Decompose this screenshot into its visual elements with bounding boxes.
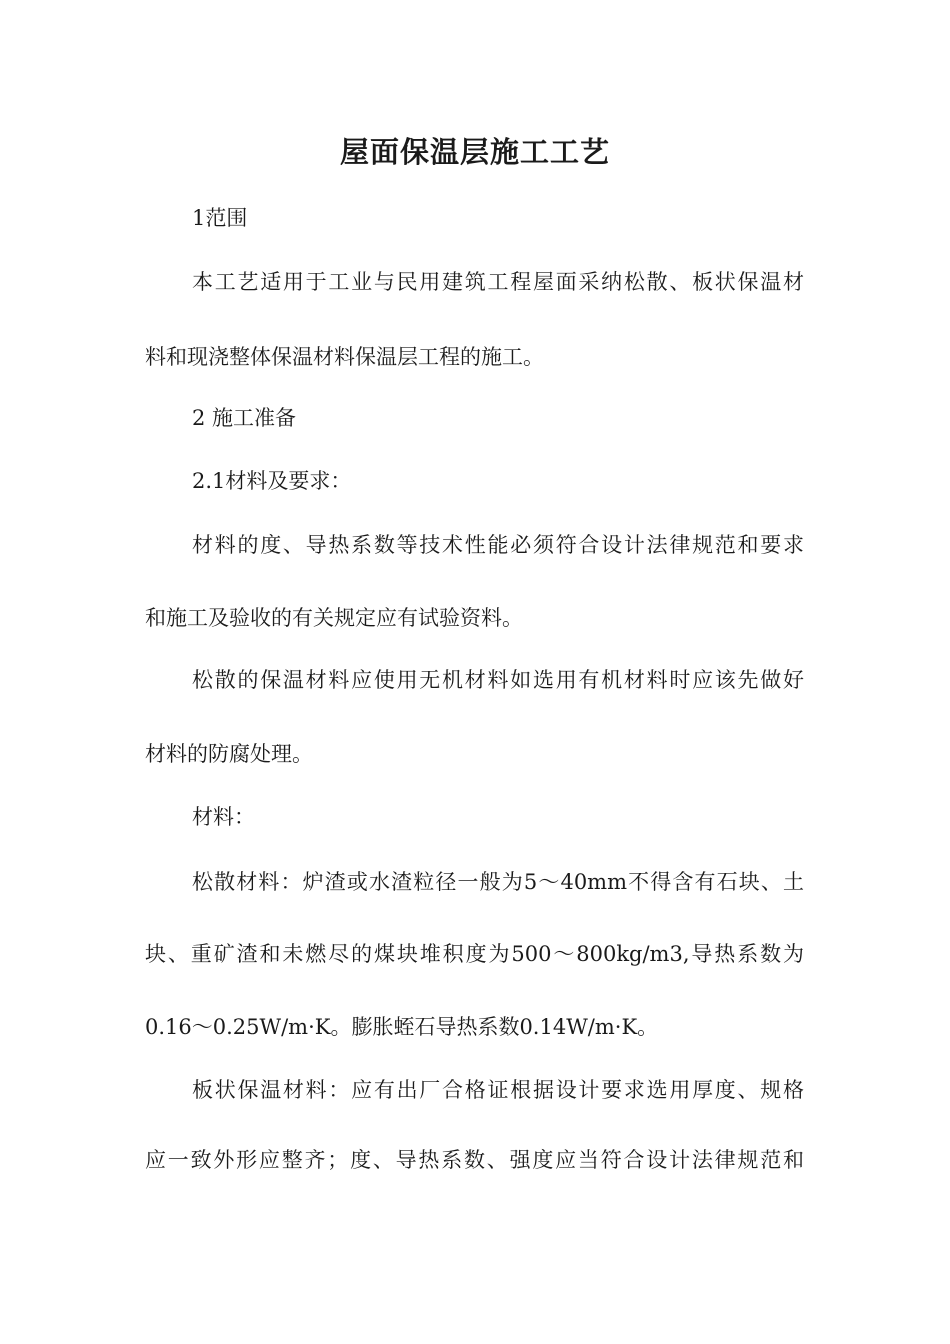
page-title: 屋面保温层施工工艺 bbox=[339, 135, 610, 169]
paragraph-line: 应一致外形应整齐；度、导热系数、强度应当符合设计法律规范和 bbox=[145, 1148, 804, 1172]
paragraph-heading-materials: 材料： bbox=[192, 805, 255, 829]
paragraph-line: 材料的防腐处理。 bbox=[145, 742, 313, 766]
section-heading-scope: 1范围 bbox=[192, 206, 248, 230]
paragraph-line: 松散材料：炉渣或水渣粒径一般为5～40mm不得含有石块、土 bbox=[192, 870, 804, 894]
paragraph-line: 和施工及验收的有关规定应有试验资料。 bbox=[145, 606, 523, 630]
paragraph-line: 本工艺适用于工业与民用建筑工程屋面采纳松散、板状保温材 bbox=[192, 270, 804, 294]
paragraph-line: 松散的保温材料应使用无机材料如选用有机材料时应该先做好 bbox=[192, 668, 804, 692]
paragraph-line: 板状保温材料：应有出厂合格证根据设计要求选用厚度、规格 bbox=[192, 1078, 804, 1102]
paragraph-line: 0.16～0.25W/m·K。膨胀蛭石导热系数0.14W/m·K。 bbox=[145, 1015, 659, 1039]
subsection-heading-materials: 2.1材料及要求： bbox=[192, 469, 352, 493]
section-heading-preparation: 2 施工准备 bbox=[192, 406, 297, 430]
paragraph-line: 块、重矿渣和未燃尽的煤块堆积度为500～800kg/m3,导热系数为 bbox=[145, 942, 804, 966]
paragraph-line: 材料的度、导热系数等技术性能必须符合设计法律规范和要求 bbox=[192, 533, 804, 557]
paragraph-line: 料和现浇整体保温材料保温层工程的施工。 bbox=[145, 345, 544, 369]
